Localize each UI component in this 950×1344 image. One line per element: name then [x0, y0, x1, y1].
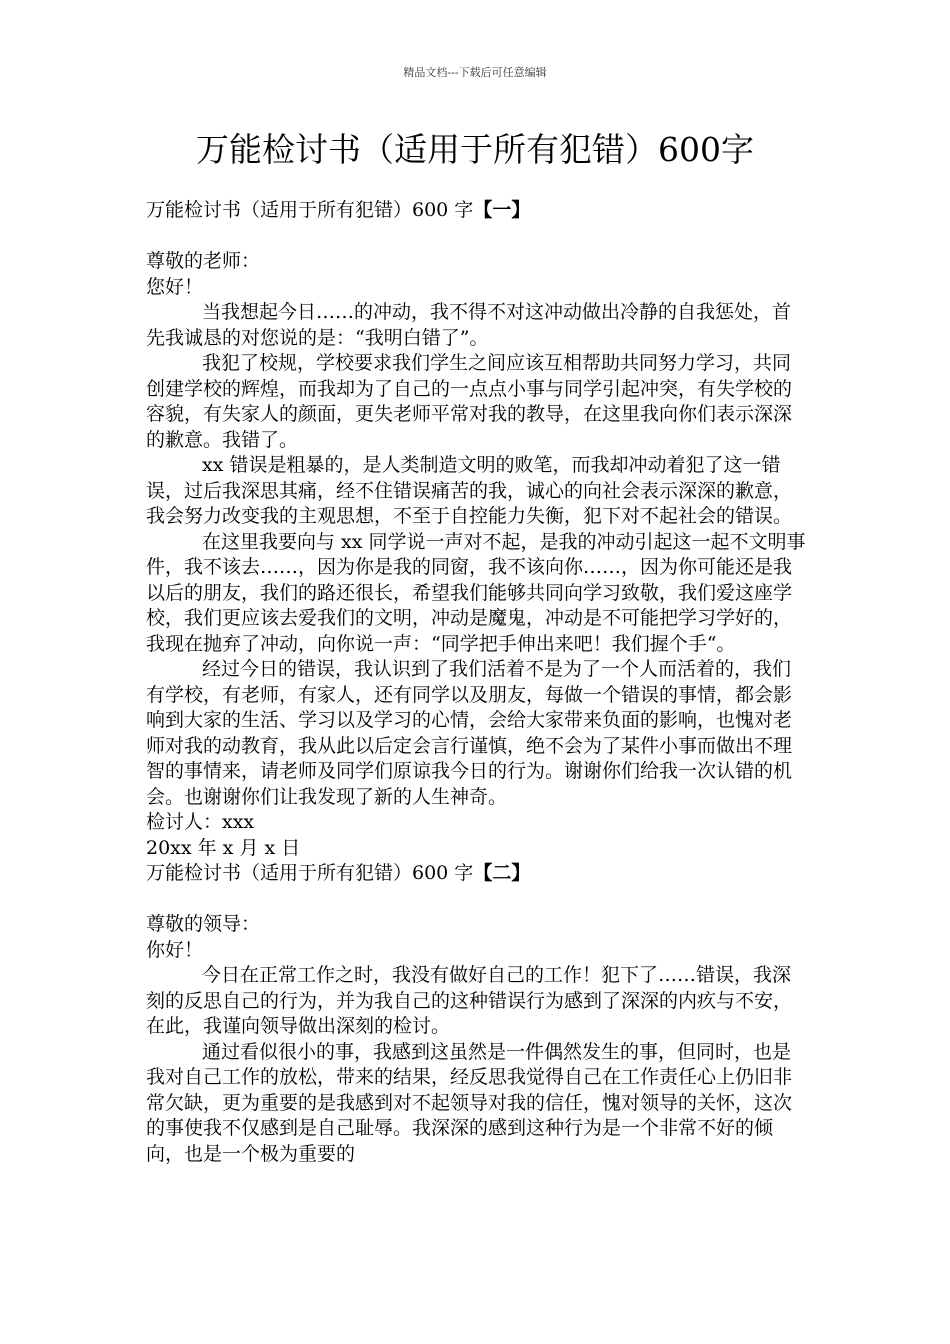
paragraph: 今日在正常工作之时，我没有做好自己的工作！犯下了……错误，我深刻的反思自己的行为，并为我自己的这种错误行为感到了深深的内疚与不安，在此，我谨向领导做出深刻的检讨。	[146, 964, 793, 1037]
section-two-heading-bracket: 【二】	[473, 862, 531, 884]
header-note: 精品文档---下载后可任意编辑	[403, 66, 547, 79]
section-one-salutation: 尊敬的老师：	[146, 250, 261, 272]
section-one-greeting: 您好！	[146, 275, 204, 298]
document-title: 万能检讨书（适用于所有犯错）600字	[196, 130, 754, 169]
date-line: 20xx 年 x 月 x 日	[146, 836, 301, 859]
section-one-heading-bracket: 【一】	[473, 199, 531, 221]
document-body	[146, 198, 808, 1167]
paragraph: 通过看似很小的事，我感到这虽然是一件偶然发生的事，但同时，也是我对自己工作的放松，带来的结果，经反思我觉得自己在工作责任心上仍旧非常欠缺，更为重要的是我感到对不起领导对我的信任，愧对领导的关怀，这次的事使我不仅感到是自己耻辱。我深深的感到这种行为是一个非常不好的倾向，也是一个极为重要的	[146, 1040, 793, 1165]
section-one-heading-text: 万能检讨书（适用于所有犯错）600 字	[146, 199, 474, 221]
paragraph: 在这里我要向与 xx 同学说一声对不起，是我的冲动引起这一起不文明事件，我不该去……，因为你是我的同窗，我不该向你……，因为你可能还是我以后的朋友，我们的路还很长，希望我们能够共同向学习致敬，我们爱这座学校，我们更应该去爱我们的文明，冲动是魔鬼，冲动是不可能把学习学好的，我现在抛弃了冲动，向你说一声：“同学把手伸出来吧！我们握个手“。	[146, 530, 806, 655]
paragraph: xx 错误是粗暴的，是人类制造文明的败笔，而我却冲动着犯了这一错误，过后我深思其痛，经不住错误痛苦的我，诚心的向社会表示深深的歉意，我会努力改变我的主观思想，不至于自控能力失衡，犯下对不起社会的错误。	[146, 454, 793, 527]
paragraph: 当我想起今日……的冲动，我不得不对这冲动做出冷静的自我惩处，首先我诚恳的对您说的是：“我明白错了”。	[146, 301, 792, 349]
section-two-salutation: 尊敬的领导：	[146, 913, 261, 935]
section-two-greeting: 你好！	[146, 938, 204, 961]
paragraph: 经过今日的错误，我认识到了我们活着不是为了一个人而活着的，我们有学校，有老师，有家人，还有同学以及朋友，每做一个错误的事情，都会影响到大家的生活、学习以及学习的心情，会给大家带来负面的影响，也愧对老师对我的动教育，我从此以后定会言行谨慎，绝不会为了某件小事而做出不理智的事情来，请老师及同学们原谅我今日的行为。谢谢你们给我一次认错的机会。也谢谢你们让我发现了新的人生神奇。	[146, 658, 793, 808]
paragraph: 我犯了校规，学校要求我们学生之间应该互相帮助共同努力学习，共同创建学校的辉煌，而我却为了自己的一点点小事与同学引起冲突，有失学校的容貌，有失家人的颜面，更失老师平常对我的教导，在这里我向你们表示深深的歉意。我错了。	[146, 352, 793, 451]
blank-line	[146, 887, 808, 913]
section-two-heading-text: 万能检讨书（适用于所有犯错）600 字	[146, 862, 474, 884]
blank-line	[146, 224, 808, 250]
section-one-heading	[146, 198, 808, 224]
section-two-heading	[146, 861, 808, 887]
signer-line: 检讨人：xxx	[146, 811, 255, 833]
